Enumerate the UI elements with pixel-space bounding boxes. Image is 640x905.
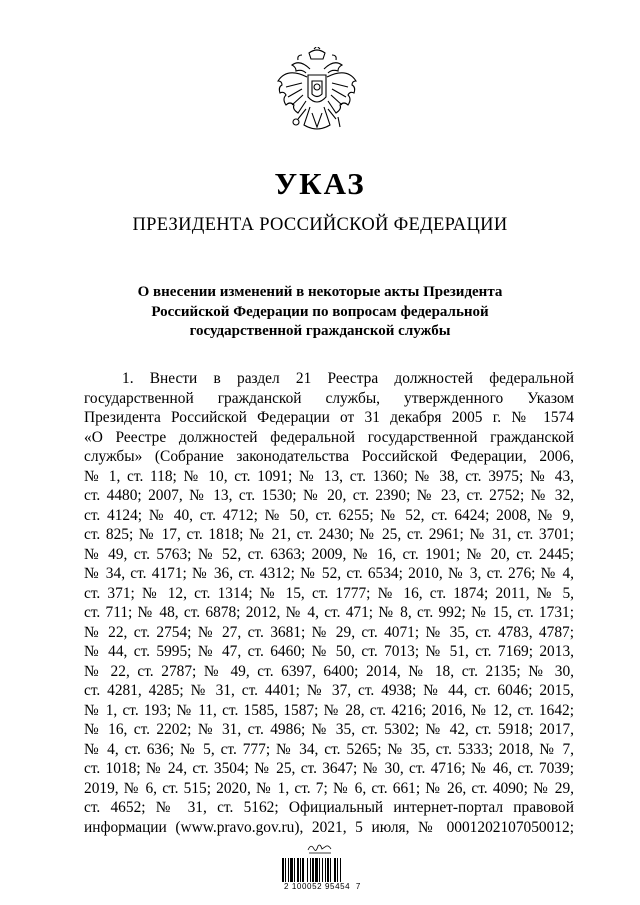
body-line: Президента Российской Федерации от 31 декабря 2005 г. № 1574: [84, 409, 574, 426]
barcode-bar: [294, 858, 295, 882]
barcode-bar: [282, 858, 284, 882]
body-line: ст. 4281, 4285; № 31, ст. 4401; № 37, ст. 4938; № 44, ст. 6046; 2015,: [84, 682, 574, 699]
body-line: ст. 4480; 2007, № 13, ст. 1530; № 20, ст. 2390; № 23, ст. 2752; № 32,: [84, 487, 574, 504]
body-line: № 16, ст. 2202; № 31, ст. 4986; № 35, ст. 5302; № 42, ст. 5918; 2017,: [84, 721, 574, 738]
heading-line: Российской Федерации по вопросам федеральной: [151, 303, 489, 320]
decree-body: [84, 369, 574, 837]
barcode-bar: [325, 858, 326, 882]
document-subtitle: ПРЕЗИДЕНТА РОССИЙСКОЙ ФЕДЕРАЦИИ: [132, 215, 508, 235]
barcode-bar: [285, 858, 286, 882]
body-line: ст. 711; № 48, ст. 6878; 2012, № 4, ст. 471; № 8, ст. 992; № 15, ст. 1731;: [84, 604, 574, 621]
coat-of-arms-icon: [272, 47, 362, 142]
barcode-bar: [322, 858, 323, 882]
barcode-bar: [330, 858, 331, 882]
body-line: государственной гражданской службы, утвержденного Указом: [84, 389, 574, 407]
body-line: № 1, ст. 118; № 10, ст. 1091; № 13, ст. 1360; № 38, ст. 3975; № 43,: [84, 467, 574, 485]
barcode-bar: [337, 858, 338, 882]
body-line: № 49, ст. 5763; № 52, ст. 6363; 2009, № 16, ст. 1901; № 20, ст. 2445;: [84, 545, 574, 563]
barcode-bar: [310, 858, 311, 882]
barcode-bar: [302, 858, 304, 882]
body-line: 1. Внести в раздел 21 Реестра должностей федеральной: [122, 370, 574, 387]
body-line: ст. 825; № 17, ст. 1818; № 21, ст. 2430; № 25, ст. 2961; № 31, ст. 3701;: [84, 526, 574, 543]
barcode-bar: [334, 858, 336, 882]
signature-mark-icon: [305, 841, 335, 855]
body-line: № 22, ст. 2754; № 27, ст. 3681; № 29, ст. 4071; № 35, ст. 4783, 4787;: [84, 623, 574, 641]
body-line: ст. 1018; № 24, ст. 3504; № 25, ст. 3647; № 30, ст. 4716; № 46, ст. 7039;: [84, 760, 574, 777]
barcode-bar: [300, 858, 301, 882]
barcode-bar: [307, 858, 308, 882]
barcode-bar: [288, 858, 289, 882]
body-line: ст. 4652; № 31, ст. 5162; Официальный интернет-портал правовой: [84, 799, 574, 816]
heading-line: О внесении изменений в некоторые акты Президента: [137, 284, 503, 300]
body-line: № 4, ст. 636; № 5, ст. 777; № 34, ст. 5265; № 35, ст. 5333; 2018, № 7,: [84, 740, 574, 758]
barcode-bar: [312, 858, 314, 882]
barcode-icon: [282, 858, 362, 882]
body-line: службы» (Собрание законодательства Российской Федерации, 2006,: [84, 448, 574, 465]
barcode-number: 2 100052 95454 7: [284, 882, 361, 891]
body-line: № 34, ст. 4171; № 36, ст. 4312; № 52, ст. 6534; 2010, № 3, ст. 276; № 4,: [84, 565, 574, 582]
body-line: № 44, ст. 5995; № 47, ст. 6460; № 50, ст. 7013; № 51, ст. 7169; 2013,: [84, 643, 574, 660]
body-line: 2019, № 6, ст. 515; 2020, № 1, ст. 7; № 6, ст. 661; № 26, ст. 4090; № 29,: [84, 779, 574, 797]
barcode-bar: [319, 858, 320, 882]
document-title: УКАЗ: [274, 166, 366, 201]
barcode-bar: [315, 858, 318, 882]
body-line: информации (www.pravo.gov.ru), 2021, 5 июля, № 0001202107050012;: [84, 818, 574, 836]
body-line: ст. 371; № 12, ст. 1314; № 15, ст. 1777; № 16, ст. 1874; 2011, № 5,: [84, 584, 574, 602]
decree-heading: [104, 283, 536, 342]
body-line: № 1, ст. 193; № 11, ст. 1585, 1587; № 28, ст. 4216; 2016, № 12, ст. 1642;: [84, 701, 574, 719]
body-line: ст. 4124; № 40, ст. 4712; № 50, ст. 6255; № 52, ст. 6424; 2008, № 9,: [84, 506, 574, 524]
body-line: № 22, ст. 2787; № 49, ст. 6397, 6400; 2014, № 18, ст. 2135; № 30,: [84, 662, 574, 680]
body-line: «О Реестре должностей федеральной государственной гражданской: [84, 428, 574, 446]
barcode-bar: [340, 858, 341, 882]
barcode-bar: [327, 858, 329, 882]
barcode-bar: [290, 858, 293, 882]
heading-line: государственной гражданской службы: [189, 323, 451, 339]
barcode-bar: [297, 858, 299, 882]
